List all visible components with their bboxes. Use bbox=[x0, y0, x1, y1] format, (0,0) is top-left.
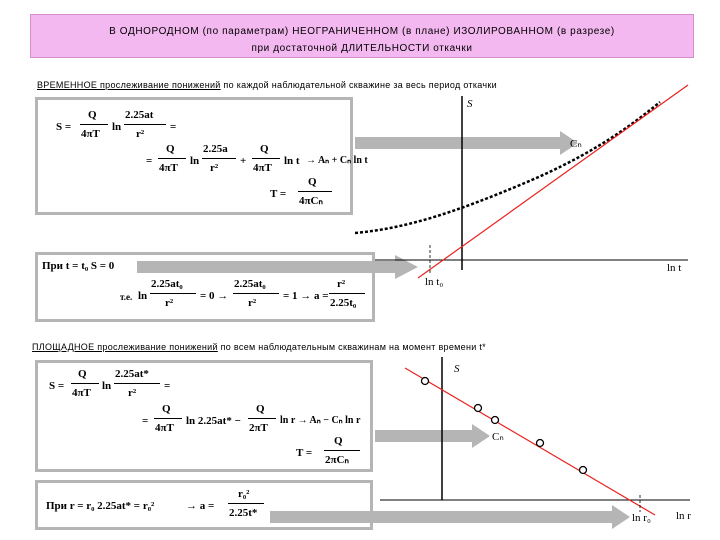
formula-eq2: = bbox=[146, 155, 153, 167]
formula-eq: = bbox=[164, 380, 171, 392]
formula-q: Q bbox=[78, 368, 87, 380]
arrow-to-intercept-1 bbox=[137, 255, 418, 279]
section2-heading-rest: по всем наблюдательным скважинам на момент времени t* bbox=[217, 342, 486, 352]
graph2-point bbox=[475, 405, 482, 412]
formula-den-r2: r² bbox=[136, 128, 145, 140]
condition-num2: 2.25at₀ bbox=[234, 278, 266, 290]
banner-line-2: при достаточной ДЛИТЕЛЬНОСТИ откачки bbox=[251, 43, 473, 54]
formula-q3: Q bbox=[260, 143, 269, 155]
graph2-slope-label: Cₙ bbox=[492, 431, 504, 443]
graph2-point bbox=[492, 417, 499, 424]
formula-den2: 4πT bbox=[159, 162, 178, 174]
graph2-x-label: ln r bbox=[676, 510, 691, 522]
arrow-to-slope-1 bbox=[355, 131, 578, 155]
formula-den3: 4πT bbox=[253, 162, 272, 174]
formula-q4: Q bbox=[308, 176, 317, 188]
condition-num3: r² bbox=[337, 278, 346, 290]
condition-eq0: = 0 → bbox=[200, 290, 229, 302]
condition-arrow: → a = bbox=[186, 500, 215, 512]
section1-heading-rest: по каждой наблюдательной скважине за весь период откачки bbox=[220, 80, 497, 90]
formula-t-eq: T = bbox=[270, 188, 287, 200]
formula-den-r2: r² bbox=[128, 387, 137, 399]
condition-te: т.е. bbox=[120, 292, 133, 302]
formula-den-r2b: r² bbox=[210, 162, 219, 174]
formula-eq2: = bbox=[142, 415, 149, 427]
section2-heading-underlined: ПЛОЩАДНОЕ прослеживание понижений bbox=[32, 342, 218, 352]
formula-ln: ln bbox=[112, 121, 122, 133]
graph2-intercept-label: ln r₀ bbox=[632, 512, 651, 524]
graph2-y-label: S bbox=[454, 363, 460, 375]
graph2-point bbox=[537, 440, 544, 447]
formula-q2: Q bbox=[162, 403, 171, 415]
graph1-red-line bbox=[418, 85, 688, 278]
formula-q3: Q bbox=[256, 403, 265, 415]
condition-den2: r² bbox=[248, 297, 257, 309]
formula-ln2: ln bbox=[190, 155, 200, 167]
condition-ln: ln bbox=[138, 290, 148, 302]
formula-lnt: ln t bbox=[284, 155, 300, 167]
formula-q: Q bbox=[88, 109, 97, 121]
condition-num: 2.25at₀ bbox=[151, 278, 183, 290]
formula-den4: 4πCₙ bbox=[299, 195, 323, 207]
formula-num2: 2.25a bbox=[203, 143, 228, 155]
arrow-to-intercept-2 bbox=[270, 505, 630, 529]
condition-num: r₀² bbox=[238, 488, 250, 500]
formula-ln-expr: ln 2.25at* − bbox=[186, 415, 241, 427]
formula-den2: 4πT bbox=[155, 422, 174, 434]
condition-den: r² bbox=[165, 297, 174, 309]
formula-den: 4πT bbox=[81, 128, 100, 140]
formula-t-eq: T = bbox=[296, 447, 313, 459]
banner-line-1: В ОДНОРОДНОМ (по параметрам) НЕОГРАНИЧЕННОМ (в плане) ИЗОЛИРОВАННОМ (в разрезе) bbox=[109, 26, 615, 37]
formula-den: 4πT bbox=[72, 387, 91, 399]
graph2-point bbox=[422, 378, 429, 385]
graph1-x-label: ln t bbox=[667, 262, 682, 274]
condition-eq1: = 1 → a = bbox=[283, 290, 329, 302]
formula-num: 2.25at* bbox=[115, 368, 149, 380]
condition-text: При r = r₀ 2.25at* = r₀² bbox=[46, 500, 155, 512]
formula-eq: = bbox=[170, 121, 177, 133]
formula-q2: Q bbox=[166, 143, 175, 155]
condition-den3: 2.25t₀ bbox=[330, 297, 357, 309]
graph1-slope-label: Cₙ bbox=[570, 138, 582, 150]
formula-plus: + bbox=[240, 155, 247, 167]
formula-arrow-expr: → Aₙ + Cₙ ln t bbox=[306, 155, 368, 166]
formula-s-eq: S = bbox=[56, 121, 72, 133]
formula-num: 2.25at bbox=[125, 109, 154, 121]
graph1-intercept-label: ln t₀ bbox=[425, 276, 444, 288]
condition-text: При t = t₀ S = 0 bbox=[42, 260, 115, 272]
formula-ln: ln bbox=[102, 380, 112, 392]
formula-den4: 2πCₙ bbox=[325, 454, 349, 466]
condition-den: 2.25t* bbox=[229, 507, 258, 519]
graph2-point bbox=[580, 467, 587, 474]
formula-den3: 2πT bbox=[249, 422, 268, 434]
formula-q4: Q bbox=[334, 435, 343, 447]
formula-lnr-expr: ln r → Aₙ − Cₙ ln r bbox=[280, 415, 361, 426]
graph1-y-label: S bbox=[467, 98, 473, 110]
section1-heading-underlined: ВРЕМЕННОЕ прослеживание понижений bbox=[37, 80, 221, 90]
arrow-to-slope-2 bbox=[375, 424, 490, 448]
formula-s-eq: S = bbox=[49, 380, 65, 392]
